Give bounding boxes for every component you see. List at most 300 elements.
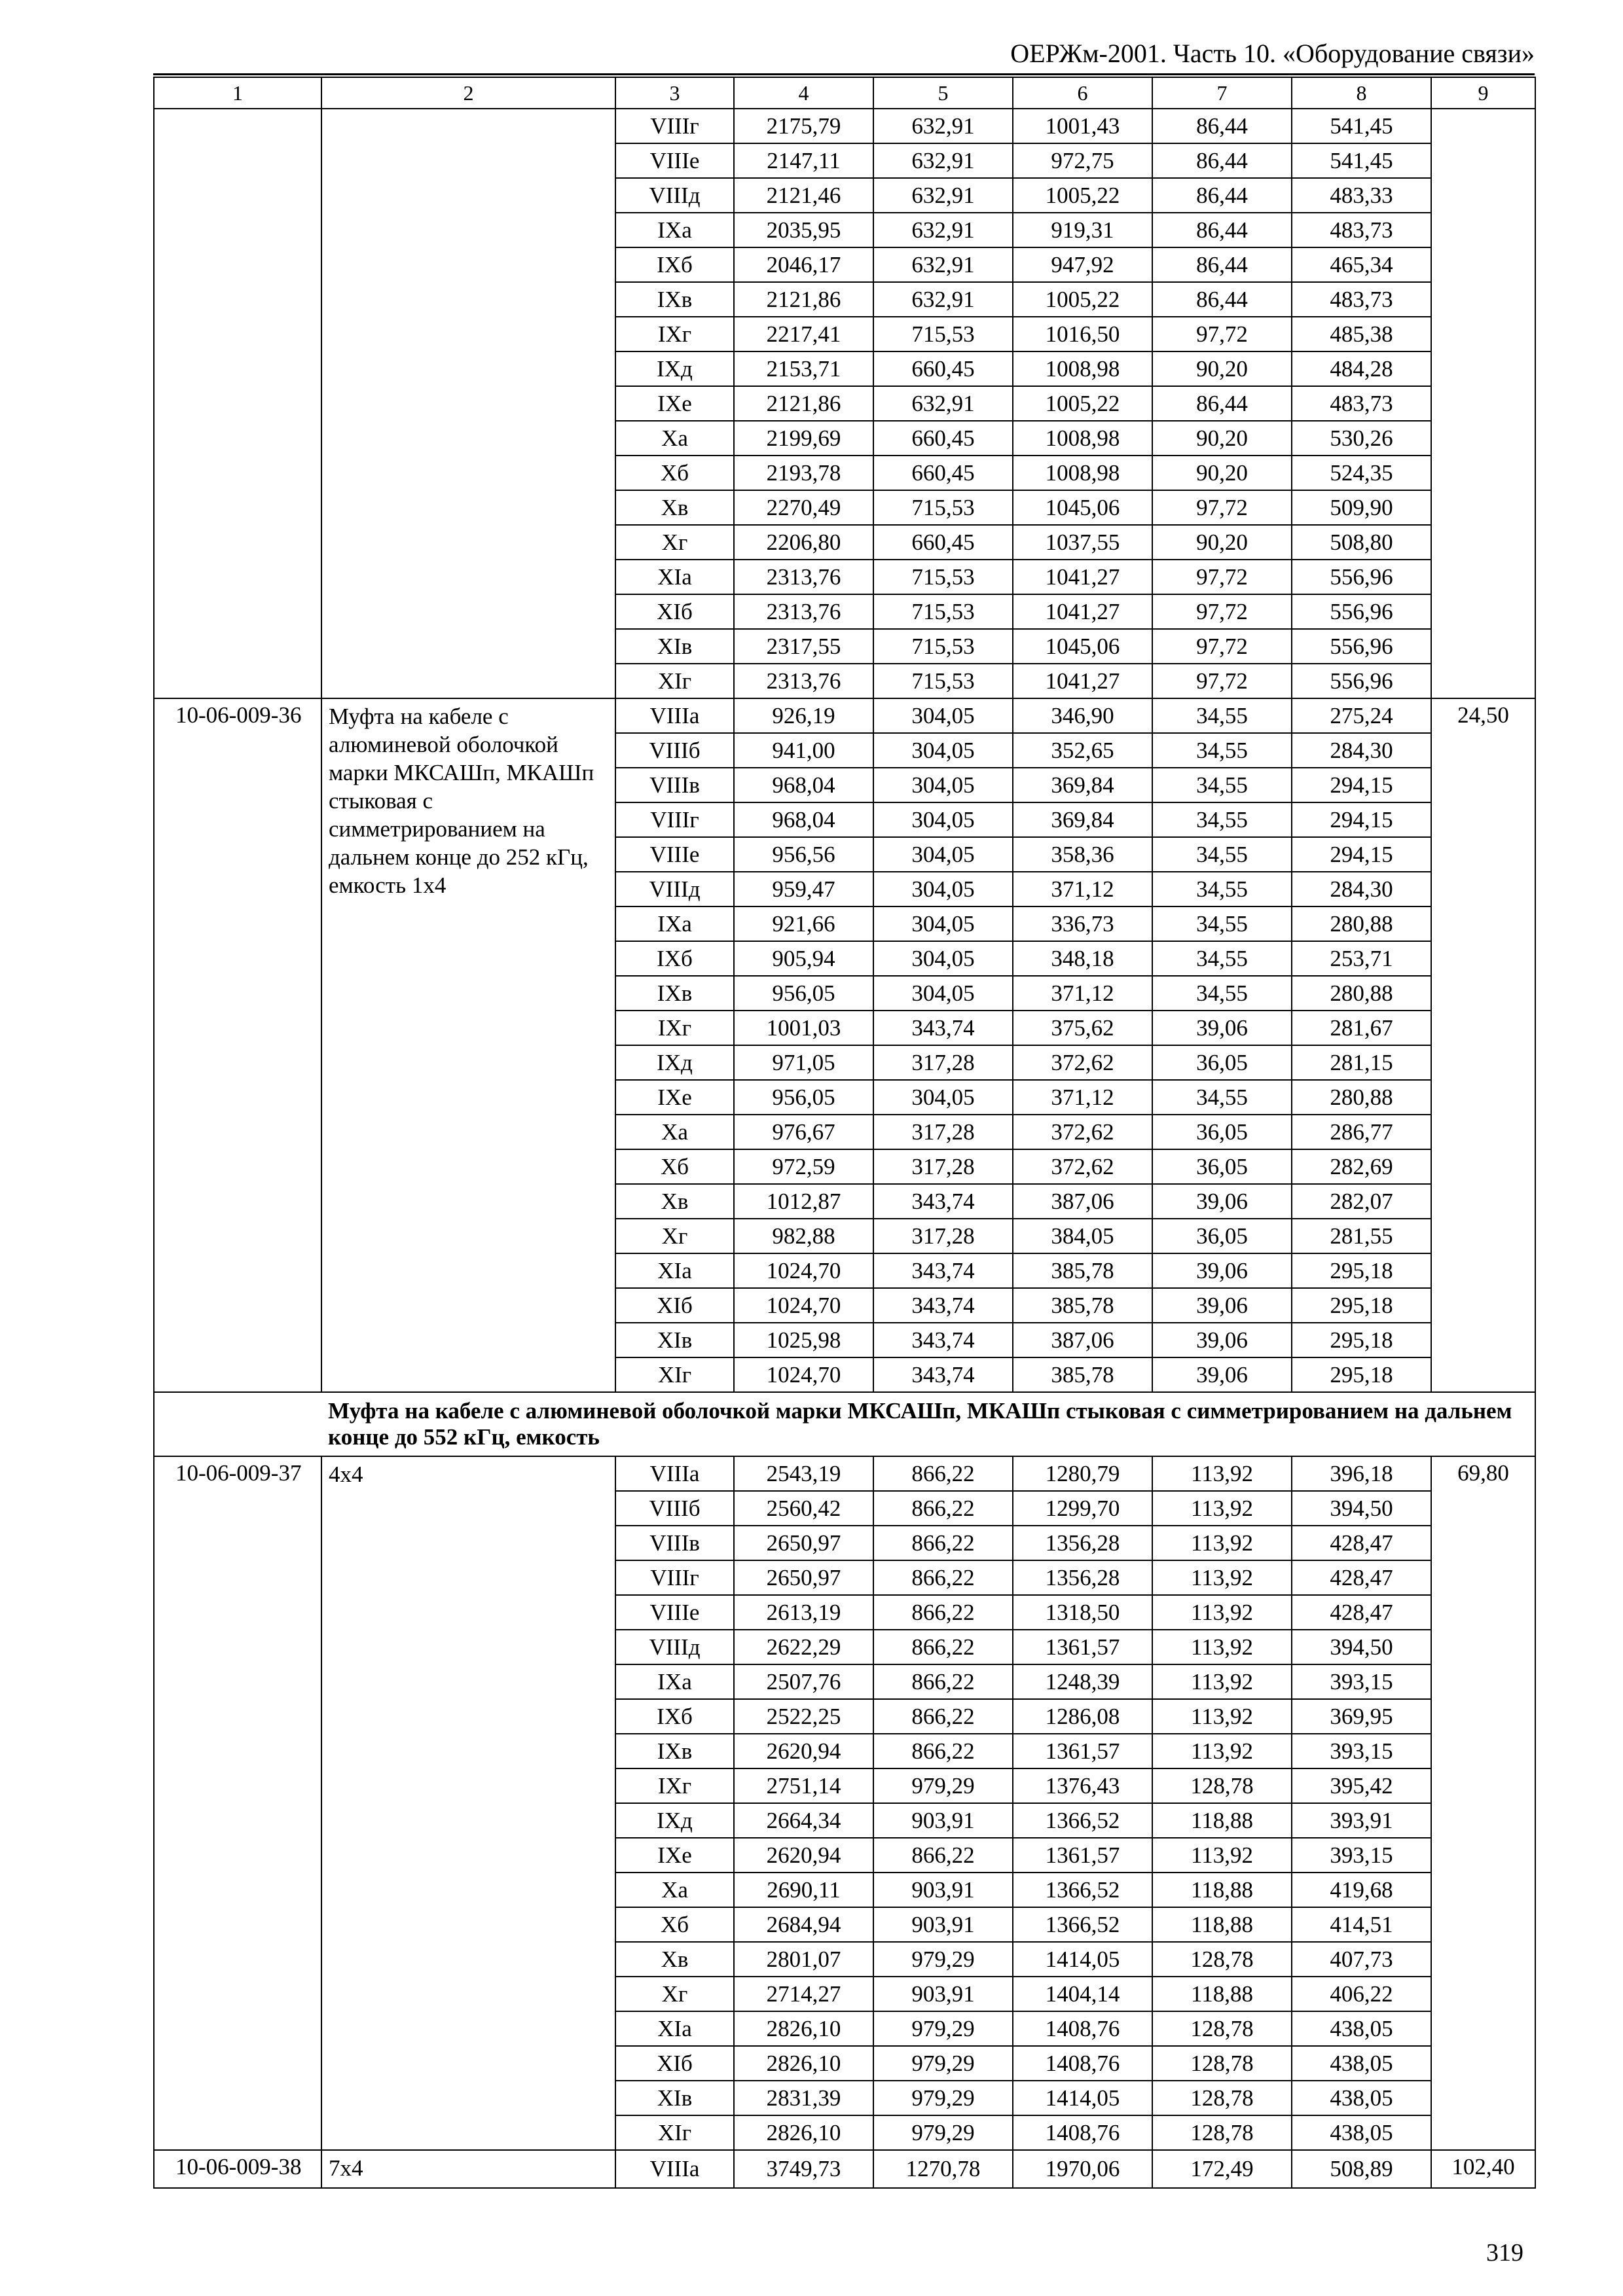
value-cell: 2199,69 xyxy=(734,421,873,456)
table-row xyxy=(154,2150,1535,2188)
value-cell: 971,05 xyxy=(734,1045,873,1080)
value-cell: 406,22 xyxy=(1292,1977,1431,2011)
column-header-cell: 5 xyxy=(873,77,1013,109)
value-cell: 632,91 xyxy=(873,213,1013,247)
value-cell: 715,53 xyxy=(873,594,1013,629)
value-cell: 1356,28 xyxy=(1013,1526,1152,1560)
value-cell: 118,88 xyxy=(1152,1873,1292,1907)
value-cell: 1408,76 xyxy=(1013,2046,1152,2081)
value-cell: 385,78 xyxy=(1013,1253,1152,1288)
value-cell: 1016,50 xyxy=(1013,317,1152,351)
value-cell: 1361,57 xyxy=(1013,1838,1152,1873)
value-cell: 1366,52 xyxy=(1013,1907,1152,1942)
value-cell: 372,62 xyxy=(1013,1045,1152,1080)
value-cell: 660,45 xyxy=(873,421,1013,456)
value-cell: 905,94 xyxy=(734,941,873,976)
value-cell: 113,92 xyxy=(1152,1560,1292,1595)
column-header-cell: 1 xyxy=(154,77,321,109)
value-cell: 371,12 xyxy=(1013,1080,1152,1115)
value-cell: 2664,34 xyxy=(734,1803,873,1838)
value-cell: 282,07 xyxy=(1292,1184,1431,1219)
value-cell: 1366,52 xyxy=(1013,1873,1152,1907)
value-cell: 3749,73 xyxy=(734,2150,873,2188)
zone-cell: VIIIг xyxy=(615,109,734,143)
value-cell: 866,22 xyxy=(873,1699,1013,1734)
value-cell: 336,73 xyxy=(1013,906,1152,941)
value-cell: 556,96 xyxy=(1292,629,1431,664)
value-cell: 304,05 xyxy=(873,733,1013,768)
value-cell: 428,47 xyxy=(1292,1560,1431,1595)
zone-cell: VIIIа xyxy=(615,2150,734,2188)
value-cell: 317,28 xyxy=(873,1219,1013,1253)
value-cell: 483,73 xyxy=(1292,213,1431,247)
value-cell: 295,18 xyxy=(1292,1288,1431,1323)
zone-cell: IXг xyxy=(615,1011,734,1045)
zone-cell: VIIIд xyxy=(615,872,734,906)
value-cell: 2801,07 xyxy=(734,1942,873,1977)
value-cell: 34,55 xyxy=(1152,837,1292,872)
zone-cell: VIIIв xyxy=(615,1526,734,1560)
value-cell: 407,73 xyxy=(1292,1942,1431,1977)
value-cell: 97,72 xyxy=(1152,629,1292,664)
value-cell: 979,29 xyxy=(873,2081,1013,2115)
value-cell: 1408,76 xyxy=(1013,2115,1152,2150)
value-cell: 86,44 xyxy=(1152,178,1292,213)
column-header-cell: 3 xyxy=(615,77,734,109)
value-cell: 304,05 xyxy=(873,768,1013,802)
value-cell: 86,44 xyxy=(1152,213,1292,247)
zone-cell: XIа xyxy=(615,560,734,594)
section-title: Муфта на кабеле с алюминевой оболочкой марки МКСАШп, МКАШп стыковая с симметрированием на дальнем конце до 552 кГц, емкость xyxy=(321,1392,1535,1456)
column-header-cell: 2 xyxy=(321,77,615,109)
value-cell: 2826,10 xyxy=(734,2115,873,2150)
value-cell: 1012,87 xyxy=(734,1184,873,1219)
value-cell: 866,22 xyxy=(873,1595,1013,1630)
value-cell: 2690,11 xyxy=(734,1873,873,1907)
value-cell: 36,05 xyxy=(1152,1115,1292,1149)
value-cell: 86,44 xyxy=(1152,247,1292,282)
value-cell: 372,62 xyxy=(1013,1149,1152,1184)
value-cell: 866,22 xyxy=(873,1526,1013,1560)
value-cell: 393,91 xyxy=(1292,1803,1431,1838)
value-cell: 2650,97 xyxy=(734,1560,873,1595)
value-cell: 2622,29 xyxy=(734,1630,873,1664)
price-table xyxy=(153,77,1536,2189)
value-cell: 385,78 xyxy=(1013,1357,1152,1392)
value-cell: 1318,50 xyxy=(1013,1595,1152,1630)
value-cell: 352,65 xyxy=(1013,733,1152,768)
value-cell: 632,91 xyxy=(873,109,1013,143)
value-cell: 39,06 xyxy=(1152,1323,1292,1357)
work-name: 7х4 xyxy=(321,2150,615,2188)
value-cell: 2217,41 xyxy=(734,317,873,351)
zone-cell: VIIIг xyxy=(615,802,734,837)
value-cell: 1270,78 xyxy=(873,2150,1013,2188)
column-header-cell: 8 xyxy=(1292,77,1431,109)
zone-cell: Xв xyxy=(615,1942,734,1977)
value-cell: 294,15 xyxy=(1292,837,1431,872)
value-cell: 384,05 xyxy=(1013,1219,1152,1253)
zone-cell: IXв xyxy=(615,282,734,317)
value-cell: 979,29 xyxy=(873,1942,1013,1977)
value-cell: 976,67 xyxy=(734,1115,873,1149)
value-cell: 2543,19 xyxy=(734,1456,873,1491)
value-cell: 1414,05 xyxy=(1013,2081,1152,2115)
value-cell: 2317,55 xyxy=(734,629,873,664)
value-cell: 294,15 xyxy=(1292,802,1431,837)
value-cell: 926,19 xyxy=(734,698,873,733)
zone-cell: XIв xyxy=(615,629,734,664)
value-cell: 113,92 xyxy=(1152,1526,1292,1560)
value-cell: 34,55 xyxy=(1152,1080,1292,1115)
value-cell: 371,12 xyxy=(1013,976,1152,1011)
zone-cell: IXг xyxy=(615,1768,734,1803)
value-cell: 86,44 xyxy=(1152,386,1292,421)
value-cell: 118,88 xyxy=(1152,1907,1292,1942)
value-cell: 972,75 xyxy=(1013,143,1152,178)
value-cell: 1008,98 xyxy=(1013,456,1152,490)
rate-code: 10-06-009-38 xyxy=(154,2150,321,2188)
value-cell: 304,05 xyxy=(873,976,1013,1011)
column-header-row xyxy=(154,77,1535,109)
value-cell: 1041,27 xyxy=(1013,560,1152,594)
section-title-spacer xyxy=(154,1392,321,1456)
value-cell: 1008,98 xyxy=(1013,351,1152,386)
value-cell: 128,78 xyxy=(1152,2115,1292,2150)
value-cell: 36,05 xyxy=(1152,1219,1292,1253)
value-cell: 304,05 xyxy=(873,906,1013,941)
value-cell: 941,00 xyxy=(734,733,873,768)
labor-cost: 102,40 xyxy=(1431,2150,1535,2188)
value-cell: 281,55 xyxy=(1292,1219,1431,1253)
labor-cost xyxy=(1431,109,1535,698)
value-cell: 393,15 xyxy=(1292,1664,1431,1699)
value-cell: 982,88 xyxy=(734,1219,873,1253)
value-cell: 866,22 xyxy=(873,1491,1013,1526)
value-cell: 556,96 xyxy=(1292,560,1431,594)
zone-cell: XIг xyxy=(615,1357,734,1392)
value-cell: 2831,39 xyxy=(734,2081,873,2115)
value-cell: 396,18 xyxy=(1292,1456,1431,1491)
value-cell: 541,45 xyxy=(1292,109,1431,143)
value-cell: 128,78 xyxy=(1152,2081,1292,2115)
value-cell: 317,28 xyxy=(873,1115,1013,1149)
column-header-cell: 6 xyxy=(1013,77,1152,109)
zone-cell: VIIIд xyxy=(615,1630,734,1664)
value-cell: 275,24 xyxy=(1292,698,1431,733)
value-cell: 387,06 xyxy=(1013,1323,1152,1357)
value-cell: 34,55 xyxy=(1152,872,1292,906)
value-cell: 39,06 xyxy=(1152,1253,1292,1288)
value-cell: 660,45 xyxy=(873,351,1013,386)
zone-cell: IXв xyxy=(615,976,734,1011)
zone-cell: IXд xyxy=(615,1803,734,1838)
zone-cell: VIIIа xyxy=(615,1456,734,1491)
value-cell: 2826,10 xyxy=(734,2046,873,2081)
column-header-cell: 9 xyxy=(1431,77,1535,109)
value-cell: 632,91 xyxy=(873,386,1013,421)
value-cell: 541,45 xyxy=(1292,143,1431,178)
value-cell: 113,92 xyxy=(1152,1734,1292,1768)
value-cell: 2046,17 xyxy=(734,247,873,282)
value-cell: 1248,39 xyxy=(1013,1664,1152,1699)
rate-code xyxy=(154,109,321,698)
value-cell: 39,06 xyxy=(1152,1357,1292,1392)
value-cell: 556,96 xyxy=(1292,594,1431,629)
value-cell: 128,78 xyxy=(1152,1768,1292,1803)
work-name: Муфта на кабеле с алюминевой оболочкой марки МКСАШп, МКАШп стыковая с симметрированием на дальнем конце до 252 кГц, емкость 1х4 xyxy=(321,698,615,1392)
value-cell: 1414,05 xyxy=(1013,1942,1152,1977)
value-cell: 304,05 xyxy=(873,941,1013,976)
value-cell: 903,91 xyxy=(873,1873,1013,1907)
value-cell: 1005,22 xyxy=(1013,178,1152,213)
value-cell: 34,55 xyxy=(1152,906,1292,941)
value-cell: 1361,57 xyxy=(1013,1734,1152,1768)
value-cell: 1356,28 xyxy=(1013,1560,1152,1595)
value-cell: 39,06 xyxy=(1152,1288,1292,1323)
zone-cell: XIв xyxy=(615,1323,734,1357)
value-cell: 343,74 xyxy=(873,1288,1013,1323)
value-cell: 2035,95 xyxy=(734,213,873,247)
value-cell: 113,92 xyxy=(1152,1491,1292,1526)
value-cell: 34,55 xyxy=(1152,698,1292,733)
value-cell: 438,05 xyxy=(1292,2115,1431,2150)
value-cell: 36,05 xyxy=(1152,1045,1292,1080)
value-cell: 509,90 xyxy=(1292,490,1431,525)
zone-cell: IXе xyxy=(615,1838,734,1873)
value-cell: 39,06 xyxy=(1152,1011,1292,1045)
value-cell: 97,72 xyxy=(1152,560,1292,594)
value-cell: 282,69 xyxy=(1292,1149,1431,1184)
value-cell: 632,91 xyxy=(873,247,1013,282)
value-cell: 1041,27 xyxy=(1013,664,1152,698)
value-cell: 1045,06 xyxy=(1013,490,1152,525)
value-cell: 2313,76 xyxy=(734,594,873,629)
zone-cell: Xб xyxy=(615,1907,734,1942)
value-cell: 348,18 xyxy=(1013,941,1152,976)
zone-cell: IXе xyxy=(615,1080,734,1115)
value-cell: 956,56 xyxy=(734,837,873,872)
value-cell: 1970,06 xyxy=(1013,2150,1152,2188)
zone-cell: Xа xyxy=(615,1873,734,1907)
value-cell: 2121,86 xyxy=(734,282,873,317)
value-cell: 1299,70 xyxy=(1013,1491,1152,1526)
page-number: 319 xyxy=(1486,2239,1523,2267)
value-cell: 2650,97 xyxy=(734,1526,873,1560)
value-cell: 959,47 xyxy=(734,872,873,906)
value-cell: 1366,52 xyxy=(1013,1803,1152,1838)
value-cell: 1045,06 xyxy=(1013,629,1152,664)
value-cell: 395,42 xyxy=(1292,1768,1431,1803)
column-header-cell: 4 xyxy=(734,77,873,109)
labor-cost: 24,50 xyxy=(1431,698,1535,1392)
value-cell: 632,91 xyxy=(873,282,1013,317)
value-cell: 483,73 xyxy=(1292,282,1431,317)
value-cell: 1286,08 xyxy=(1013,1699,1152,1734)
value-cell: 372,62 xyxy=(1013,1115,1152,1149)
zone-cell: Xа xyxy=(615,421,734,456)
zone-cell: VIIIе xyxy=(615,1595,734,1630)
table-body xyxy=(154,77,1535,2188)
work-name: 4х4 xyxy=(321,1456,615,2150)
value-cell: 903,91 xyxy=(873,1977,1013,2011)
value-cell: 295,18 xyxy=(1292,1357,1431,1392)
zone-cell: IXв xyxy=(615,1734,734,1768)
zone-cell: IXд xyxy=(615,1045,734,1080)
value-cell: 660,45 xyxy=(873,456,1013,490)
value-cell: 128,78 xyxy=(1152,1942,1292,1977)
value-cell: 295,18 xyxy=(1292,1253,1431,1288)
zone-cell: IXд xyxy=(615,351,734,386)
value-cell: 118,88 xyxy=(1152,1803,1292,1838)
value-cell: 128,78 xyxy=(1152,2046,1292,2081)
value-cell: 979,29 xyxy=(873,2046,1013,2081)
value-cell: 1376,43 xyxy=(1013,1768,1152,1803)
zone-cell: XIг xyxy=(615,2115,734,2150)
value-cell: 2121,46 xyxy=(734,178,873,213)
value-cell: 1024,70 xyxy=(734,1357,873,1392)
value-cell: 524,35 xyxy=(1292,456,1431,490)
zone-cell: XIб xyxy=(615,594,734,629)
value-cell: 866,22 xyxy=(873,1456,1013,1491)
value-cell: 483,73 xyxy=(1292,386,1431,421)
value-cell: 1280,79 xyxy=(1013,1456,1152,1491)
value-cell: 2175,79 xyxy=(734,109,873,143)
value-cell: 919,31 xyxy=(1013,213,1152,247)
value-cell: 317,28 xyxy=(873,1149,1013,1184)
zone-cell: VIIIа xyxy=(615,698,734,733)
value-cell: 86,44 xyxy=(1152,109,1292,143)
section-title-row xyxy=(154,1392,1535,1456)
value-cell: 281,15 xyxy=(1292,1045,1431,1080)
value-cell: 2560,42 xyxy=(734,1491,873,1526)
value-cell: 866,22 xyxy=(873,1560,1013,1595)
value-cell: 979,29 xyxy=(873,2011,1013,2046)
value-cell: 113,92 xyxy=(1152,1699,1292,1734)
zone-cell: IXб xyxy=(615,941,734,976)
value-cell: 979,29 xyxy=(873,1768,1013,1803)
value-cell: 113,92 xyxy=(1152,1664,1292,1699)
value-cell: 660,45 xyxy=(873,525,1013,560)
value-cell: 715,53 xyxy=(873,317,1013,351)
zone-cell: Xг xyxy=(615,525,734,560)
value-cell: 34,55 xyxy=(1152,976,1292,1011)
value-cell: 286,77 xyxy=(1292,1115,1431,1149)
value-cell: 2153,71 xyxy=(734,351,873,386)
zone-cell: XIа xyxy=(615,1253,734,1288)
value-cell: 295,18 xyxy=(1292,1323,1431,1357)
value-cell: 2193,78 xyxy=(734,456,873,490)
value-cell: 280,88 xyxy=(1292,906,1431,941)
value-cell: 2826,10 xyxy=(734,2011,873,2046)
value-cell: 90,20 xyxy=(1152,525,1292,560)
document-title: ОЕРЖм-2001. Часть 10. «Оборудование связи» xyxy=(1010,39,1535,68)
value-cell: 1024,70 xyxy=(734,1288,873,1323)
value-cell: 97,72 xyxy=(1152,594,1292,629)
value-cell: 903,91 xyxy=(873,1803,1013,1838)
value-cell: 34,55 xyxy=(1152,941,1292,976)
value-cell: 715,53 xyxy=(873,490,1013,525)
value-cell: 97,72 xyxy=(1152,664,1292,698)
value-cell: 2313,76 xyxy=(734,664,873,698)
value-cell: 483,33 xyxy=(1292,178,1431,213)
value-cell: 484,28 xyxy=(1292,351,1431,386)
value-cell: 1001,43 xyxy=(1013,109,1152,143)
value-cell: 530,26 xyxy=(1292,421,1431,456)
zone-cell: Xг xyxy=(615,1219,734,1253)
value-cell: 2714,27 xyxy=(734,1977,873,2011)
value-cell: 346,90 xyxy=(1013,698,1152,733)
value-cell: 280,88 xyxy=(1292,1080,1431,1115)
zone-cell: XIб xyxy=(615,1288,734,1323)
zone-cell: VIIIе xyxy=(615,143,734,178)
table-row xyxy=(154,1456,1535,1491)
value-cell: 465,34 xyxy=(1292,247,1431,282)
value-cell: 284,30 xyxy=(1292,872,1431,906)
value-cell: 281,67 xyxy=(1292,1011,1431,1045)
zone-cell: XIб xyxy=(615,2046,734,2081)
zone-cell: Xв xyxy=(615,490,734,525)
value-cell: 414,51 xyxy=(1292,1907,1431,1942)
value-cell: 113,92 xyxy=(1152,1595,1292,1630)
value-cell: 393,15 xyxy=(1292,1734,1431,1768)
value-cell: 979,29 xyxy=(873,2115,1013,2150)
value-cell: 86,44 xyxy=(1152,143,1292,178)
value-cell: 1008,98 xyxy=(1013,421,1152,456)
value-cell: 90,20 xyxy=(1152,421,1292,456)
value-cell: 428,47 xyxy=(1292,1526,1431,1560)
value-cell: 358,36 xyxy=(1013,837,1152,872)
value-cell: 113,92 xyxy=(1152,1630,1292,1664)
value-cell: 371,12 xyxy=(1013,872,1152,906)
rate-code: 10-06-009-37 xyxy=(154,1456,321,2150)
value-cell: 280,88 xyxy=(1292,976,1431,1011)
value-cell: 632,91 xyxy=(873,143,1013,178)
value-cell: 438,05 xyxy=(1292,2046,1431,2081)
value-cell: 2313,76 xyxy=(734,560,873,594)
value-cell: 394,50 xyxy=(1292,1630,1431,1664)
value-cell: 369,95 xyxy=(1292,1699,1431,1734)
zone-cell: IXб xyxy=(615,1699,734,1734)
zone-cell: Xа xyxy=(615,1115,734,1149)
value-cell: 921,66 xyxy=(734,906,873,941)
value-cell: 1361,57 xyxy=(1013,1630,1152,1664)
value-cell: 866,22 xyxy=(873,1664,1013,1699)
value-cell: 113,92 xyxy=(1152,1838,1292,1873)
value-cell: 343,74 xyxy=(873,1323,1013,1357)
value-cell: 118,88 xyxy=(1152,1977,1292,2011)
value-cell: 508,89 xyxy=(1292,2150,1431,2188)
value-cell: 97,72 xyxy=(1152,490,1292,525)
value-cell: 438,05 xyxy=(1292,2081,1431,2115)
value-cell: 128,78 xyxy=(1152,2011,1292,2046)
value-cell: 632,91 xyxy=(873,178,1013,213)
value-cell: 1025,98 xyxy=(734,1323,873,1357)
value-cell: 2147,11 xyxy=(734,143,873,178)
value-cell: 2522,25 xyxy=(734,1699,873,1734)
value-cell: 715,53 xyxy=(873,664,1013,698)
value-cell: 2206,80 xyxy=(734,525,873,560)
value-cell: 1408,76 xyxy=(1013,2011,1152,2046)
rate-code: 10-06-009-36 xyxy=(154,698,321,1392)
value-cell: 956,05 xyxy=(734,1080,873,1115)
value-cell: 715,53 xyxy=(873,560,1013,594)
zone-cell: XIв xyxy=(615,2081,734,2115)
zone-cell: IXа xyxy=(615,1664,734,1699)
value-cell: 438,05 xyxy=(1292,2011,1431,2046)
value-cell: 343,74 xyxy=(873,1011,1013,1045)
zone-cell: VIIIе xyxy=(615,837,734,872)
